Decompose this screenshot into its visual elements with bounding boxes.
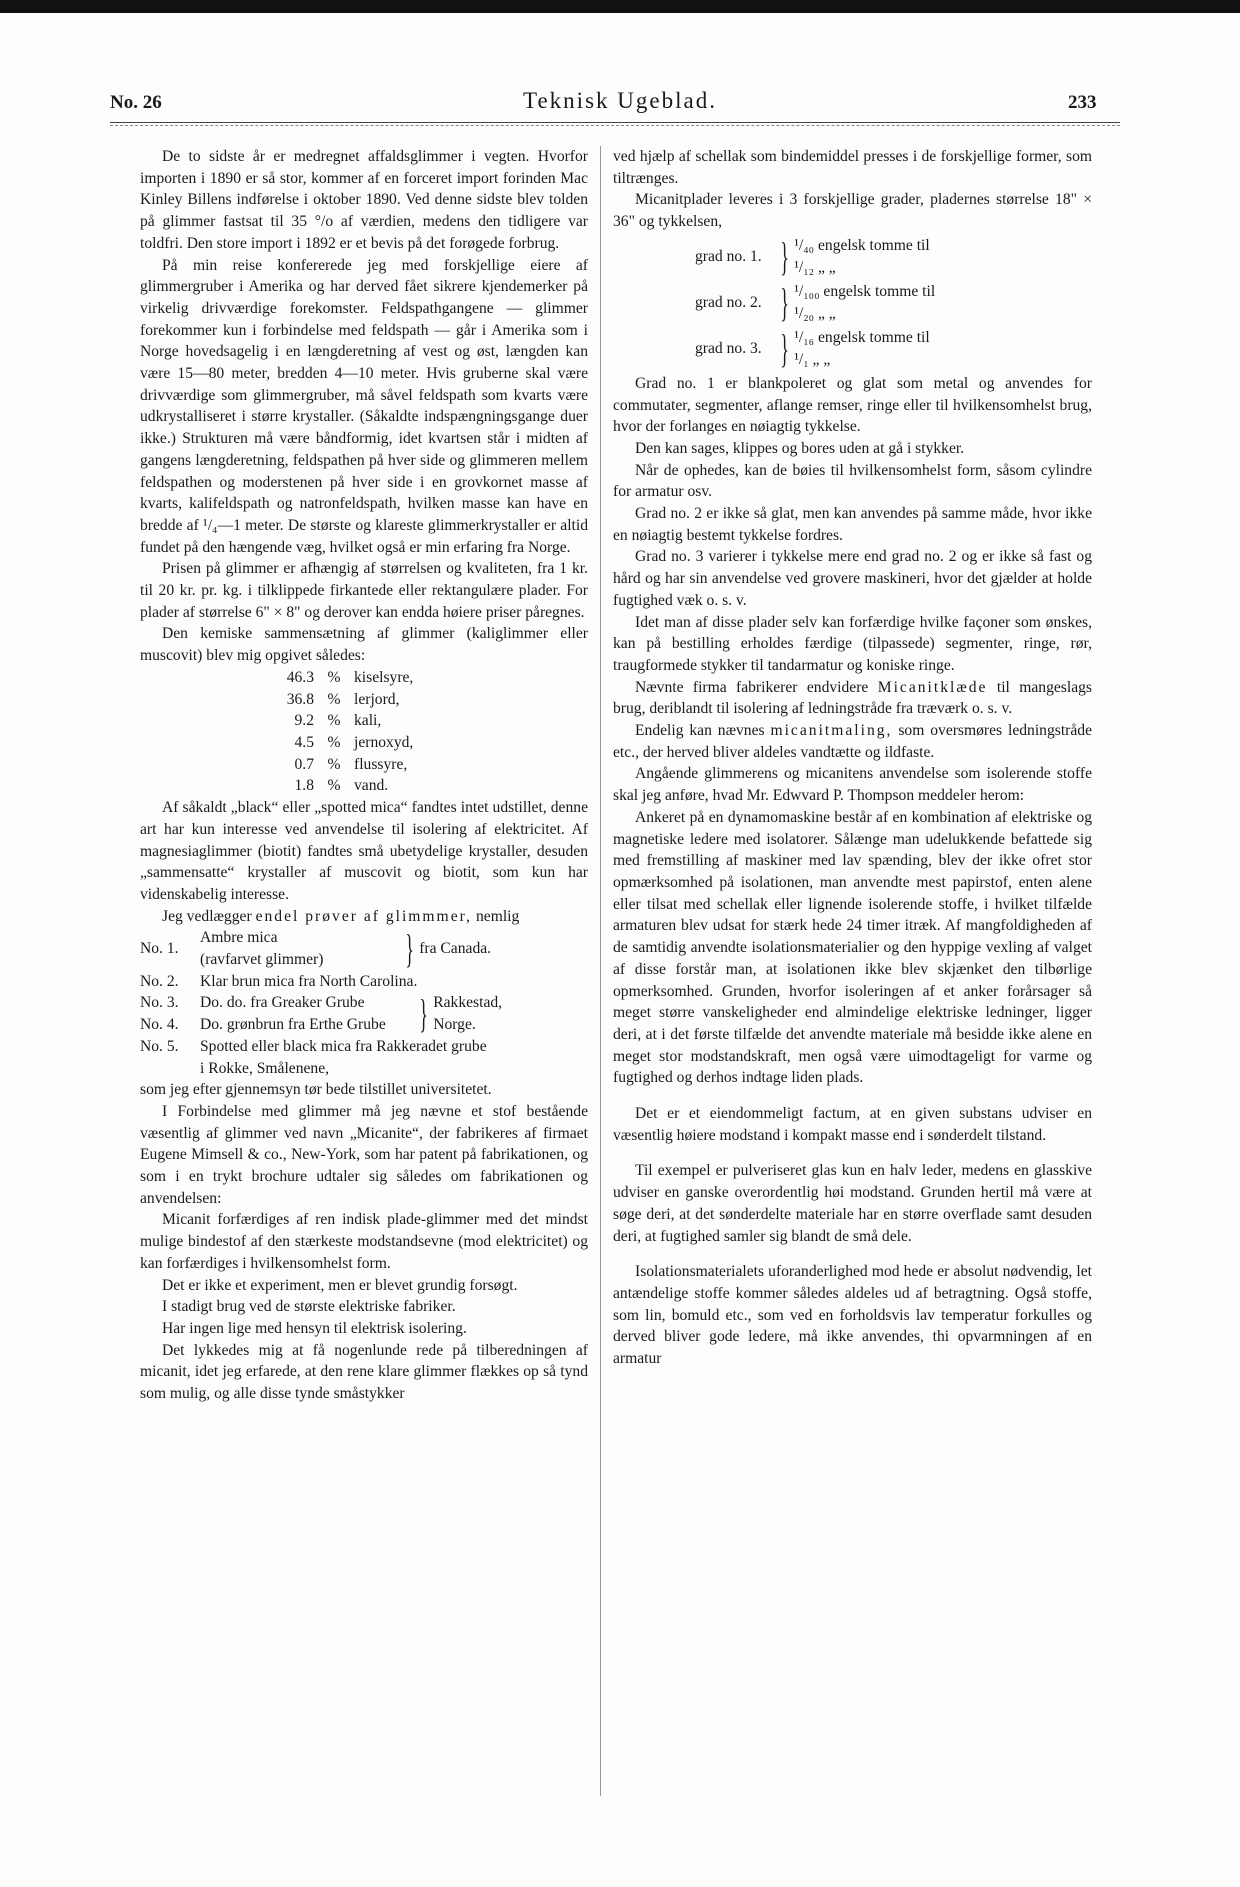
right-column — [613, 146, 1092, 1370]
composition-row: 4.5 % jernoxyd, — [294, 733, 414, 751]
paragraph: Micanit forfærdiges af ren indisk plade-glimmer med det mindst mulige bindestof af den stærkeste modstandsevne (mod elektricitet) og kan forfærdiges i hvilkensomhelst form. — [140, 1211, 588, 1272]
composition-row: 46.3 % kiselsyre, — [286, 668, 414, 686]
paragraph: Det er ikke et experiment, men er blevet grundig forsøgt. — [162, 1276, 518, 1294]
paragraph: Ankeret på en dynamomaskine består af en kombination af elektriske og magnetiske ledere med isolatorer. Sålænge man udelukkende befattede sig med fremstilling af maskiner med lav spænding, blev der ikke ofret stor opmærksomhed på isolationen, man anvendte mest papirstof, enten alene eller tilsat med schellak eller lignende isolerende stoffe, i hvilket tilfælde armaturen blev udsat for stærk hede 24 timer itræk. Af mangfoldigheden af de samtidig anvendte isolationsmaterialier og den hyppige vexling af valget af disse forstår man, at isolationen ikke blev skjænket den tilbørlige opmerksomhed. Grunden, hvorfor isoleringen af et anker forårsager så meget større vanskeligheder end almindelige elektriske ledninger, ligger deri, at i det første tilfælde det anvendte materiale må besidde ikke alene en meget stor modstandskraft, men også være uimodtageligt for varme og fugtighed og derhos indtage liden plads. — [613, 808, 1092, 1087]
paragraph: Af såkaldt „black“ eller „spotted mica“ fandtes intet udstillet, denne art har kun interesse ved anvendelse til isolering af elektricitet. Af magnesiaglimmer (biotit) fandtes små ubetydelige krystaller, desuden „sammensatte“ krystaller af muscovit og biotit, som kun har videnskabelig interesse. — [140, 799, 588, 903]
paragraph: Nævnte firma fabrikerer endvidere Micanitklæde til mangeslags brug, deriblandt til isolering af ledningstråde fra træværk o. s. v. — [613, 678, 1092, 718]
grade-row: grad no. 1. } ¹/₄₀ engelsk tomme til ¹/₁₂ „ „ — [695, 233, 930, 279]
paragraph: Isolationsmaterialets uforanderlighed mod hede er absolut nødvendig, let antændelige stoffe kommer således aldeles ud af betragtning. Også stoffe, som lin, bomuld etc., som ved en forholdsvis lav temperatur forkulles og derved bliver gode ledere, må ikke anvendes, thi opvarmningen af en armatur — [613, 1263, 1092, 1368]
paragraph: Det lykkedes mig at få nogenlunde rede på tilberedningen af micanit, idet jeg erfarede, at den rene klare glimmer flækkes op så tynd som mulig, og alle disse tynde småstykker — [140, 1341, 588, 1403]
sample-row: No. 5. Spotted eller black mica fra Rakkeradet grube i Rokke, Smålenene, — [140, 1037, 487, 1077]
brace-icon: } — [780, 233, 789, 279]
grades-table — [613, 235, 1092, 371]
page-number: 233 — [1068, 92, 1097, 113]
grade-row: grad no. 3. } ¹/₁₆ engelsk tomme til ¹/₁ „ „ — [695, 325, 930, 371]
header-rule-dashed — [110, 125, 1120, 126]
paragraph: De to sidste år er medregnet affaldsglimmer i vegten. Hvorfor importen i 1890 er så stor, kommer af en forceret import forinden Mac Kinley Billens indførelse i oktober 1890. Ved denne sidste blev tolden på glimmer fastsat til 35 °/o af værdien, medens den tidligere var toldfri. Den store import i 1892 er et bevis på det forøgede forbrug. — [140, 148, 588, 252]
sample-row: No. 1. Ambre mica (ravfarvet glimmer) } fra Canada. — [140, 926, 492, 972]
paragraph: Idet man af disse plader selv kan forfærdige hvilke façoner som ønskes, kan på bestilling erholdes færdige (tilpassede) segmenter, ringe, rør, traugformede stykker til tandarmatur og koniske ringe. — [613, 613, 1092, 674]
left-column — [140, 146, 588, 1405]
paragraph: På min reise konfererede jeg med forskjellige eiere af glimmergruber i Amerika og har derved fået sikrere kjendemerker på virkelig drivværdige forekomster. Feldspathgangene — glimmer forekommer kun i forbindelse med feldspath — går i Amerika som i Norge hovedsagelig i en længderetning af vest og øst, længden kan være 15—80 meter, bredden 4—10 meter. Hvis gruberne skal være drivværdige som glimmergruber, må såvel feldspath som kvarts være udkrystalliseret i større krystaller. (Såkaldte indspængningsgange duer ikke.) Strukturen må være båndformig, idet kvartsen står i midten af gangens længderetning, feldspathen på hver side og glimmeren mellem feldspathen og moderstenen på hver side i en grovkornet masse af kvarts, kalifeldspath og natronfeldspath, hvilken masse kan have en bredde af ¹/₄—1 meter. De største og klareste glimmerkrystaller er altid fundet på den hængende væg, hvilket også er min erfaring fra Norge. — [140, 256, 588, 556]
paragraph: Micanitplader leveres i 3 forskjellige grader, pladernes størrelse 18" × 36" og tykkelsen, — [613, 191, 1092, 231]
brace-icon: } — [780, 279, 789, 325]
paragraph: Angående glimmerens og micanitens anvendelse som isolerende stoffe skal jeg anføre, hvad Mr. Edwvard P. Thompson meddeler herom: — [613, 765, 1092, 805]
paragraph: Grad no. 2 er ikke så glat, men kan anvendes på samme måde, hvor ikke en nøiagtig bestemt tykkelse fordres. — [613, 505, 1092, 544]
sample-row: No. 2. Klar brun mica fra North Carolina. — [140, 972, 418, 990]
paragraph: Til exempel er pulveriseret glas kun en halv leder, medens en glasskive udviser en ganske overordentlig høi modstand. Grunden hertil må være at søge deri, at det sønderdelte materiale har en større overflade samt desuden deri, at fugtighed samler sig blandt de små dele. — [613, 1162, 1092, 1245]
journal-title: Teknisk Ugeblad. — [523, 88, 717, 113]
brace-icon: } — [419, 991, 428, 1037]
paragraph: Når de ophedes, kan de bøies til hvilkensomhelst form, såsom cylindre for armatur osv. — [613, 461, 1092, 501]
issue-number: No. 26 — [110, 92, 162, 113]
paragraph: Den kemiske sammensætning af glimmer (kaliglimmer eller muscovit) blev mig opgivet således: — [140, 625, 588, 665]
paragraph: I Forbindelse med glimmer må jeg nævne et stof bestående væsentlig af glimmer ved navn „Micanite“, der fabrikeres af firmaet Eugene Mimsell & co., New-York, som har patent på fabrikationen, og som i en trykt brochure udtaler sig således om fabrikationen og anvendelsen: — [140, 1102, 588, 1207]
composition-row: 9.2 % kali, — [294, 712, 382, 730]
composition-row: 0.7 % flussyre, — [294, 755, 408, 773]
paragraph: Grad no. 1 er blankpoleret og glat som metal og anvendes for commutater, segmenter, aflange remser, ringe eller til hvilkensomhelst brug, hvor der forlanges en nøiagtig tykkelse. — [613, 374, 1092, 436]
paragraph: Grad no. 3 varierer i tykkelse mere end grad no. 2 og er ikke så fast og hård og har sin anvendelse ved grovere maskineri, hvor det gjælder at holde fugtighed væk o. s. v. — [613, 548, 1092, 609]
composition-row: 36.8 % lerjord, — [286, 690, 400, 708]
paragraph: som jeg efter gjennemsyn tør bede tilstillet universitetet. — [140, 1081, 492, 1099]
samples-list — [140, 927, 588, 1079]
paragraph: I stadigt brug ved de største elektriske fabriker. — [162, 1298, 456, 1316]
top-border — [0, 0, 1240, 13]
paragraph: Den kan sages, klippes og bores uden at gå i stykker. — [635, 439, 965, 457]
column-divider — [600, 146, 601, 1796]
header-rule — [110, 122, 1120, 123]
paragraph: Har ingen lige med hensyn til elektrisk isolering. — [162, 1319, 467, 1337]
paragraph: Prisen på glimmer er afhængig af størrelsen og kvaliteten, fra 1 kr. til 20 kr. pr. kg. i tilklippede firkantede eller rektangulære plader. For plader af størrelse 6" × 8" og derover kan endda høiere priser påregnes. — [140, 560, 588, 621]
paragraph: Endelig kan nævnes micanitmaling, som oversmøres ledningstråde etc., der herved bliver aldeles vandtætte og ildfaste. — [613, 722, 1092, 761]
paragraph: Det er et eiendommeligt factum, at en given substans udviser en væsentlig høiere modstand i kompakt masse end i sønderdelt tilstand. — [613, 1105, 1092, 1144]
composition-table — [140, 667, 588, 797]
brace-icon: } — [405, 926, 414, 972]
paragraph: ved hjælp af schellak som bindemiddel presses i de forskjellige former, som tiltrænges. — [613, 148, 1092, 187]
paragraph: Jeg vedlægger endel prøver af glimmmer, nemlig — [162, 907, 520, 925]
sample-row: No. 3. Do. do. fra Greaker Grube No. 4. Do. grønbrun fra Erthe Grube } Rakkestad, Norge. — [140, 991, 503, 1037]
brace-icon: } — [780, 325, 789, 371]
composition-row: 1.8 % vand. — [294, 777, 389, 795]
grade-row: grad no. 2. } ¹/₁₀₀ engelsk tomme til ¹/₂₀ „ „ — [695, 279, 936, 325]
